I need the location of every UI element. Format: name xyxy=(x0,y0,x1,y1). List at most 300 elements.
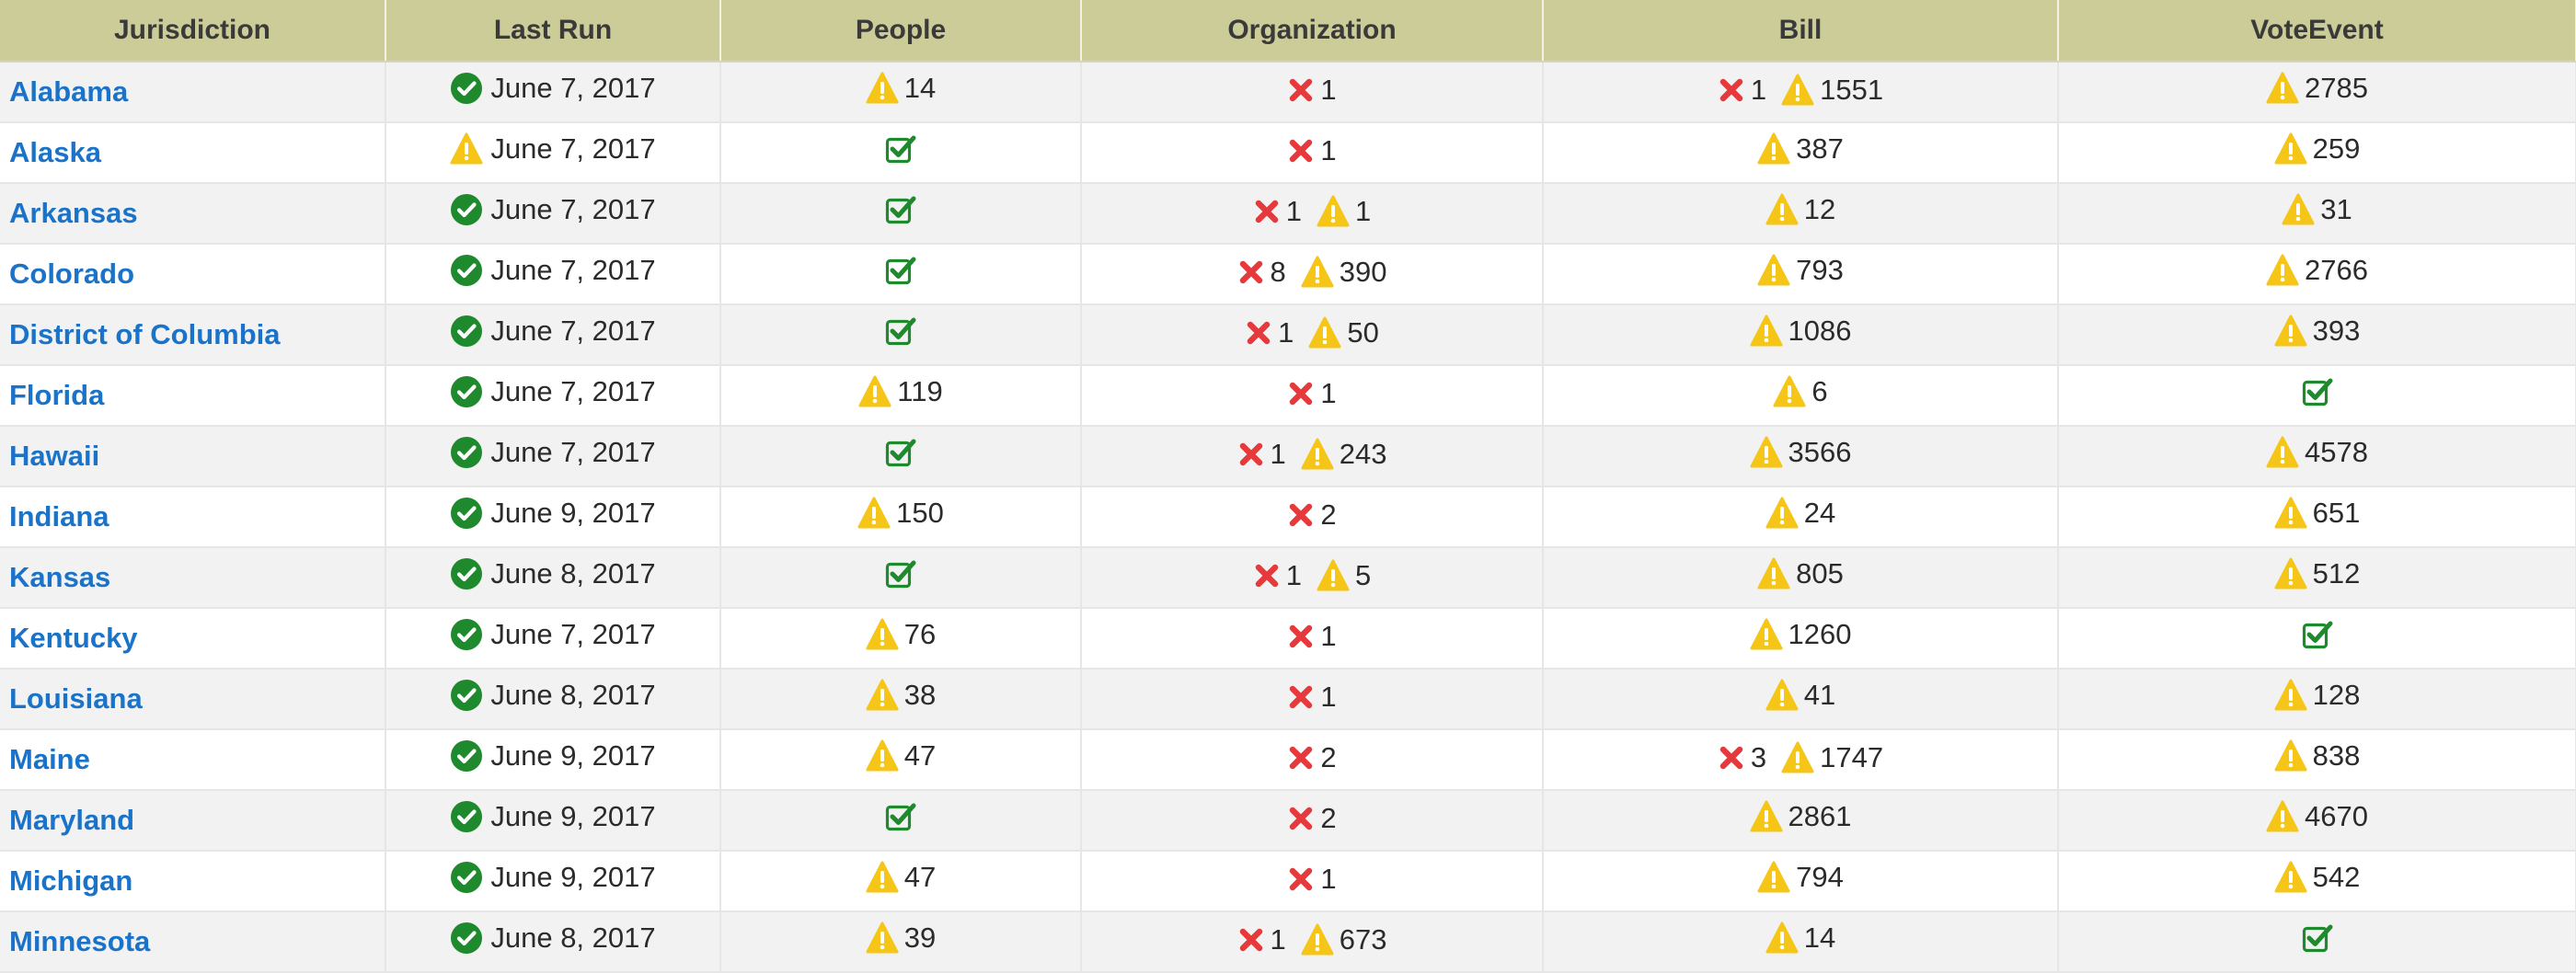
jurisdiction-cell xyxy=(0,365,385,426)
table-row xyxy=(0,608,2576,669)
warning-icon xyxy=(1750,618,1783,651)
status-count: 794 xyxy=(1796,861,1844,893)
warning-icon xyxy=(2274,557,2307,590)
bill-status xyxy=(1754,132,1847,166)
status-item xyxy=(1750,800,1852,833)
status-item xyxy=(1253,195,1302,228)
last-run-date: June 9, 2017 xyxy=(490,739,656,772)
warning-icon xyxy=(2282,193,2315,226)
bill-status xyxy=(1762,679,1839,712)
status-item xyxy=(1245,316,1294,349)
bill-status xyxy=(1746,436,1856,469)
jurisdiction-cell xyxy=(0,486,385,547)
jurisdiction-link[interactable]: Colorado xyxy=(9,258,135,290)
status-item xyxy=(884,254,917,287)
people-cell xyxy=(720,244,1081,304)
error-icon xyxy=(1287,683,1315,711)
status-count: 1747 xyxy=(1820,740,1884,773)
jurisdiction-link[interactable]: Alabama xyxy=(9,75,129,108)
last-run-date: June 7, 2017 xyxy=(490,315,656,347)
error-icon xyxy=(1287,380,1315,407)
last-run-value xyxy=(450,497,655,530)
status-count: 50 xyxy=(1347,315,1379,349)
warning-icon xyxy=(866,679,899,712)
organization-cell xyxy=(1081,608,1543,669)
status-count: 1 xyxy=(1270,922,1286,956)
bill-cell xyxy=(1543,122,2058,183)
jurisdiction-link[interactable]: Hawaii xyxy=(9,440,100,472)
organization-cell xyxy=(1081,911,1543,972)
organization-cell xyxy=(1081,183,1543,244)
status-count: 1260 xyxy=(1788,618,1852,650)
warning-icon xyxy=(866,618,899,651)
people-cell xyxy=(720,790,1081,851)
warning-icon xyxy=(1301,923,1334,956)
warning-icon xyxy=(1765,679,1799,712)
people-status xyxy=(862,921,939,955)
organization-status xyxy=(1283,377,1340,410)
warning-icon xyxy=(1757,254,1790,287)
people-cell xyxy=(720,183,1081,244)
status-count: 1 xyxy=(1285,558,1302,591)
warning-icon xyxy=(2274,739,2307,773)
last-run-value xyxy=(450,315,655,348)
header-last-run[interactable]: Last Run xyxy=(385,0,720,62)
status-count: 542 xyxy=(2312,861,2361,893)
voteevent-cell xyxy=(2058,244,2576,304)
warning-icon xyxy=(866,72,899,105)
last-run-date: June 9, 2017 xyxy=(490,800,656,832)
people-cell xyxy=(720,911,1081,972)
people-status xyxy=(880,254,921,287)
status-item xyxy=(1253,559,1302,592)
status-count: 14 xyxy=(1803,921,1836,954)
status-count: 128 xyxy=(2312,679,2361,711)
warning-icon xyxy=(2274,497,2307,530)
organization-status xyxy=(1234,256,1391,289)
header-jurisdiction[interactable]: Jurisdiction xyxy=(0,0,385,62)
voteevent-cell xyxy=(2058,790,2576,851)
status-item xyxy=(1287,377,1336,410)
error-icon xyxy=(1287,137,1315,165)
voteevent-status xyxy=(2262,800,2372,833)
error-icon xyxy=(1718,76,1745,104)
status-item xyxy=(1750,315,1852,348)
status-count: 4578 xyxy=(2305,436,2368,468)
check-circle-icon xyxy=(450,861,483,894)
last-run-date: June 8, 2017 xyxy=(490,921,656,954)
last-run-cell xyxy=(385,244,720,304)
status-item xyxy=(1757,557,1844,590)
status-count: 1 xyxy=(1320,862,1337,895)
last-run-date: June 8, 2017 xyxy=(490,557,656,590)
voteevent-status xyxy=(2271,315,2364,348)
last-run-value xyxy=(450,557,655,590)
last-run-value xyxy=(450,72,655,105)
error-icon xyxy=(1237,441,1265,468)
people-cell xyxy=(720,669,1081,729)
last-run-value xyxy=(450,193,655,226)
table-row xyxy=(0,304,2576,365)
voteevent-status xyxy=(2271,132,2364,166)
jurisdiction-cell xyxy=(0,547,385,608)
last-run-cell xyxy=(385,183,720,244)
check-square-icon xyxy=(2301,921,2334,955)
table-row xyxy=(0,244,2576,304)
people-status xyxy=(880,557,921,590)
status-count: 47 xyxy=(903,739,937,772)
error-icon xyxy=(1237,926,1265,954)
organization-status xyxy=(1283,681,1340,714)
status-item xyxy=(1287,863,1336,896)
status-count: 6 xyxy=(1811,375,1828,407)
last-run-value xyxy=(450,618,655,651)
people-status xyxy=(862,618,939,651)
bill-status xyxy=(1769,375,1831,408)
table-row xyxy=(0,547,2576,608)
error-icon xyxy=(1287,76,1315,104)
warning-icon xyxy=(1781,741,1814,774)
organization-status xyxy=(1283,74,1340,107)
check-circle-icon xyxy=(450,557,483,590)
voteevent-status xyxy=(2271,557,2364,590)
warning-icon xyxy=(2266,436,2299,469)
check-square-icon xyxy=(884,800,917,833)
voteevent-status xyxy=(2271,679,2364,712)
status-count: 12 xyxy=(1803,193,1836,225)
status-item xyxy=(2266,800,2368,833)
last-run-date: June 8, 2017 xyxy=(490,679,656,711)
bill-cell xyxy=(1543,486,2058,547)
status-count: 150 xyxy=(896,497,944,529)
check-circle-icon xyxy=(450,800,483,833)
voteevent-cell xyxy=(2058,608,2576,669)
status-item xyxy=(1750,436,1852,469)
voteevent-cell xyxy=(2058,365,2576,426)
people-status xyxy=(862,739,939,773)
jurisdiction-link[interactable]: Michigan xyxy=(9,864,133,897)
error-icon xyxy=(1245,319,1272,347)
status-item xyxy=(866,618,936,651)
organization-status xyxy=(1283,741,1340,774)
bill-cell xyxy=(1543,911,2058,972)
voteevent-cell xyxy=(2058,62,2576,122)
organization-cell xyxy=(1081,547,1543,608)
voteevent-status xyxy=(2297,921,2338,955)
check-square-icon xyxy=(884,193,917,226)
voteevent-cell xyxy=(2058,729,2576,790)
status-item xyxy=(1301,438,1387,471)
status-item xyxy=(1781,74,1883,107)
last-run-value xyxy=(450,679,655,712)
header-voteevent[interactable]: VoteEvent xyxy=(2058,0,2576,62)
warning-icon xyxy=(866,861,899,894)
jurisdiction-cell xyxy=(0,183,385,244)
status-count: 390 xyxy=(1339,255,1387,288)
header-row xyxy=(0,0,2576,62)
voteevent-status xyxy=(2271,497,2364,530)
bill-status xyxy=(1714,741,1887,774)
check-circle-icon xyxy=(450,618,483,651)
header-organization[interactable]: Organization xyxy=(1081,0,1543,62)
jurisdiction-link[interactable]: Indiana xyxy=(9,500,109,532)
status-count: 31 xyxy=(2320,193,2352,225)
status-item xyxy=(2301,921,2334,955)
jurisdiction-link[interactable]: Kansas xyxy=(9,561,111,593)
bill-status xyxy=(1754,557,1847,590)
organization-status xyxy=(1234,438,1391,471)
status-count: 41 xyxy=(1803,679,1836,711)
status-item xyxy=(2274,132,2361,166)
organization-cell xyxy=(1081,790,1543,851)
voteevent-cell xyxy=(2058,183,2576,244)
warning-icon xyxy=(1317,559,1350,592)
status-item xyxy=(1237,923,1286,956)
jurisdiction-link[interactable]: Louisiana xyxy=(9,682,143,715)
voteevent-cell xyxy=(2058,304,2576,365)
warning-icon xyxy=(1317,195,1350,228)
jurisdiction-link[interactable]: Florida xyxy=(9,379,105,411)
status-item xyxy=(1757,254,1844,287)
status-item xyxy=(857,497,944,530)
status-count: 259 xyxy=(2312,132,2361,165)
people-cell xyxy=(720,486,1081,547)
last-run-date: June 7, 2017 xyxy=(490,618,656,650)
status-item xyxy=(1287,802,1336,835)
bill-status xyxy=(1754,861,1847,894)
bill-cell xyxy=(1543,183,2058,244)
header-people[interactable]: People xyxy=(720,0,1081,62)
organization-cell xyxy=(1081,62,1543,122)
check-square-icon xyxy=(884,436,917,469)
bill-cell xyxy=(1543,790,2058,851)
jurisdiction-cell xyxy=(0,304,385,365)
status-count: 2861 xyxy=(1788,800,1852,832)
status-count: 2785 xyxy=(2305,72,2368,104)
warning-icon xyxy=(1757,557,1790,590)
jurisdiction-link[interactable]: Maine xyxy=(9,743,90,775)
organization-cell xyxy=(1081,304,1543,365)
bill-cell xyxy=(1543,365,2058,426)
jurisdiction-link[interactable]: Minnesota xyxy=(9,925,151,957)
voteevent-cell xyxy=(2058,911,2576,972)
check-circle-icon xyxy=(450,497,483,530)
organization-status xyxy=(1241,316,1383,349)
people-cell xyxy=(720,304,1081,365)
organization-cell xyxy=(1081,729,1543,790)
people-status xyxy=(880,132,921,166)
people-cell xyxy=(720,365,1081,426)
status-item xyxy=(1301,923,1387,956)
status-count: 1 xyxy=(1270,437,1286,470)
status-item xyxy=(1287,498,1336,532)
bill-cell xyxy=(1543,547,2058,608)
voteevent-status xyxy=(2271,861,2364,894)
last-run-cell xyxy=(385,122,720,183)
error-icon xyxy=(1253,198,1281,225)
status-count: 38 xyxy=(903,679,937,711)
jurisdiction-cell xyxy=(0,608,385,669)
warning-icon xyxy=(1757,132,1790,166)
jurisdiction-link[interactable]: District of Columbia xyxy=(9,318,281,350)
status-item xyxy=(2274,315,2361,348)
jurisdiction-link[interactable]: Maryland xyxy=(9,804,135,836)
voteevent-cell xyxy=(2058,486,2576,547)
warning-icon xyxy=(450,132,483,166)
status-item xyxy=(1765,497,1835,530)
status-item xyxy=(884,800,917,833)
status-item xyxy=(1287,620,1336,653)
status-item xyxy=(2274,497,2361,530)
last-run-cell xyxy=(385,790,720,851)
status-item xyxy=(884,132,917,166)
status-count: 3 xyxy=(1750,740,1767,773)
last-run-cell xyxy=(385,62,720,122)
last-run-cell xyxy=(385,547,720,608)
people-status xyxy=(880,193,921,226)
last-run-cell xyxy=(385,608,720,669)
jurisdiction-link[interactable]: Alaska xyxy=(9,136,101,168)
status-item xyxy=(1237,438,1286,471)
status-item xyxy=(866,861,936,894)
status-count: 1 xyxy=(1320,133,1337,166)
people-cell xyxy=(720,851,1081,911)
voteevent-cell xyxy=(2058,547,2576,608)
organization-status xyxy=(1283,802,1340,835)
last-run-cell xyxy=(385,486,720,547)
check-circle-icon xyxy=(450,375,483,408)
bill-status xyxy=(1746,800,1856,833)
status-count: 8 xyxy=(1270,255,1286,288)
error-icon xyxy=(1287,865,1315,893)
last-run-date: June 7, 2017 xyxy=(490,72,656,104)
status-item xyxy=(1237,256,1286,289)
warning-icon xyxy=(1301,438,1334,471)
error-icon xyxy=(1237,258,1265,286)
status-count: 2 xyxy=(1320,740,1337,773)
people-status xyxy=(862,72,939,105)
status-item xyxy=(2274,557,2361,590)
table-row xyxy=(0,365,2576,426)
status-count: 119 xyxy=(897,375,943,407)
last-run-cell xyxy=(385,911,720,972)
status-count: 387 xyxy=(1796,132,1844,165)
jurisdiction-link[interactable]: Arkansas xyxy=(9,197,138,229)
organization-status xyxy=(1249,195,1375,228)
bill-cell xyxy=(1543,304,2058,365)
jurisdiction-cell xyxy=(0,62,385,122)
table-row xyxy=(0,669,2576,729)
check-square-icon xyxy=(884,254,917,287)
last-run-cell xyxy=(385,851,720,911)
last-run-value xyxy=(450,375,655,408)
warning-icon xyxy=(1765,497,1799,530)
status-count: 1086 xyxy=(1788,315,1852,347)
status-item xyxy=(2274,739,2361,773)
status-item xyxy=(1765,921,1835,955)
people-status xyxy=(862,861,939,894)
warning-icon xyxy=(1765,921,1799,955)
warning-icon xyxy=(1765,193,1799,226)
organization-cell xyxy=(1081,669,1543,729)
check-circle-icon xyxy=(450,921,483,955)
organization-status xyxy=(1283,134,1340,167)
last-run-date: June 7, 2017 xyxy=(490,436,656,468)
last-run-value xyxy=(450,254,655,287)
jurisdiction-cell xyxy=(0,851,385,911)
status-count: 76 xyxy=(903,618,937,650)
voteevent-status xyxy=(2262,72,2372,105)
warning-icon xyxy=(2266,800,2299,833)
bill-status xyxy=(1762,921,1839,955)
check-square-icon xyxy=(884,132,917,166)
organization-cell xyxy=(1081,851,1543,911)
warning-icon xyxy=(866,921,899,955)
table-row xyxy=(0,183,2576,244)
status-item xyxy=(1287,134,1336,167)
jurisdiction-link[interactable]: Kentucky xyxy=(9,622,138,654)
check-circle-icon xyxy=(450,436,483,469)
last-run-date: June 9, 2017 xyxy=(490,861,656,893)
status-count: 243 xyxy=(1339,437,1387,470)
status-item xyxy=(2266,72,2368,105)
status-item xyxy=(2282,193,2352,226)
warning-icon xyxy=(2274,132,2307,166)
check-square-icon xyxy=(884,557,917,590)
last-run-value xyxy=(450,861,655,894)
warning-icon xyxy=(2274,315,2307,348)
people-cell xyxy=(720,62,1081,122)
jurisdiction-cell xyxy=(0,426,385,486)
last-run-date: June 9, 2017 xyxy=(490,497,656,529)
status-count: 3566 xyxy=(1788,436,1852,468)
table-row xyxy=(0,486,2576,547)
people-status xyxy=(880,800,921,833)
status-count: 39 xyxy=(903,921,937,954)
last-run-cell xyxy=(385,729,720,790)
last-run-value xyxy=(450,739,655,773)
voteevent-status xyxy=(2297,375,2338,408)
jurisdiction-cell xyxy=(0,729,385,790)
last-run-cell xyxy=(385,304,720,365)
status-count: 2 xyxy=(1320,498,1337,531)
last-run-date: June 7, 2017 xyxy=(490,375,656,407)
people-cell xyxy=(720,729,1081,790)
jurisdiction-cell xyxy=(0,122,385,183)
organization-status xyxy=(1283,620,1340,653)
status-item xyxy=(2301,618,2334,651)
jurisdiction-cell xyxy=(0,244,385,304)
status-count: 5 xyxy=(1355,558,1372,591)
table-row xyxy=(0,911,2576,972)
voteevent-cell xyxy=(2058,669,2576,729)
status-item xyxy=(1301,256,1387,289)
status-count: 1 xyxy=(1320,619,1337,652)
last-run-value xyxy=(450,800,655,833)
status-item xyxy=(1757,861,1844,894)
table-row xyxy=(0,62,2576,122)
last-run-date: June 7, 2017 xyxy=(490,193,656,225)
check-circle-icon xyxy=(450,254,483,287)
warning-icon xyxy=(2266,72,2299,105)
error-icon xyxy=(1287,623,1315,650)
status-count: 24 xyxy=(1803,497,1836,529)
organization-cell xyxy=(1081,244,1543,304)
status-item xyxy=(1750,618,1852,651)
warning-icon xyxy=(1750,436,1783,469)
status-item xyxy=(866,679,936,712)
header-bill[interactable]: Bill xyxy=(1543,0,2058,62)
